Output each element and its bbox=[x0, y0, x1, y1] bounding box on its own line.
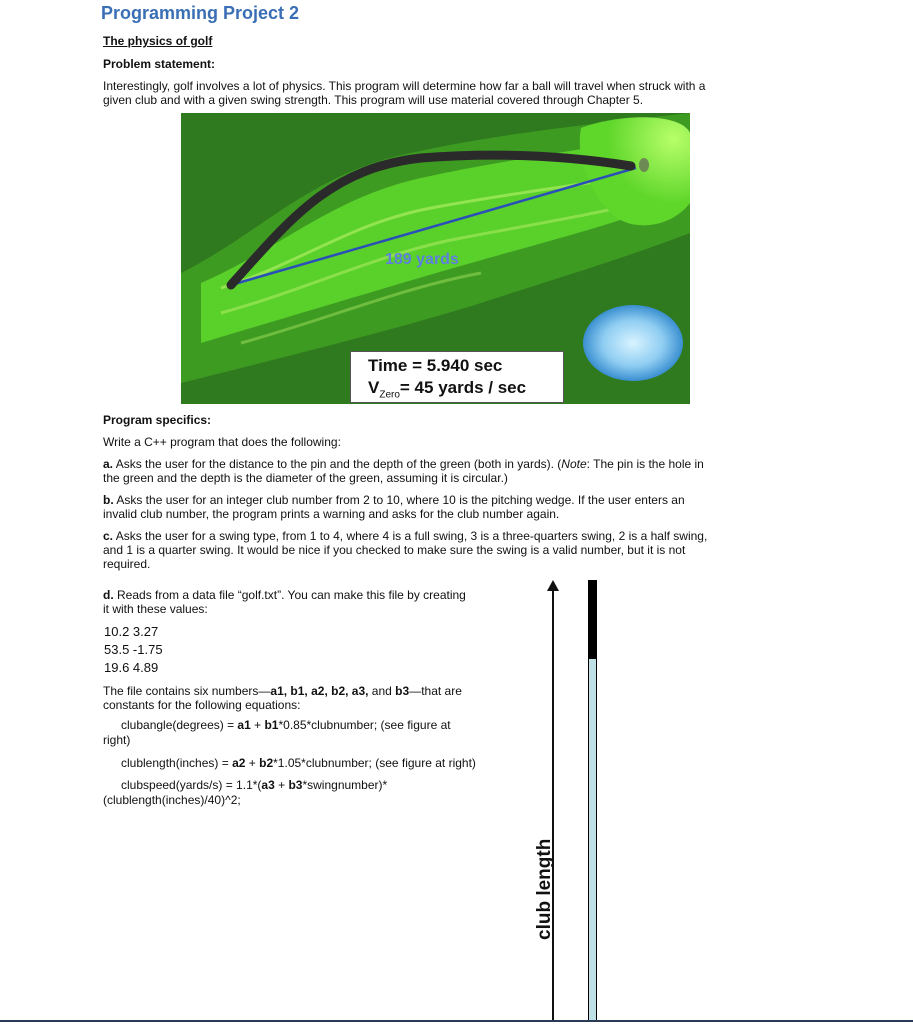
problem-heading: Problem statement: bbox=[103, 57, 216, 71]
data-file-values bbox=[104, 623, 163, 677]
page-title: Programming Project 2 bbox=[101, 3, 300, 23]
club-length-label: club length bbox=[534, 838, 555, 940]
problem-line-2: given club and with a given swing strength. This program will use material covered through Chapter 5. bbox=[103, 93, 644, 107]
item-b: b. Asks the user for an integer club number from 2 to 10, where 10 is the pitching wedge. If the user enters an invalid club number, the program prints a warning and asks for the club number again. bbox=[103, 493, 685, 521]
equation-club-speed: clubspeed(yards/s) = 1.1*(a3 + b3*swingnumber)* (clublength(inches)/40)^2; bbox=[103, 778, 388, 807]
section-subtitle: The physics of golf bbox=[103, 34, 213, 48]
problem-text bbox=[103, 79, 783, 107]
equation-club-angle: clubangle(degrees) = a1 + b1*0.85*clubnumber; (see figure at right) bbox=[103, 718, 451, 747]
data-line: 53.5 -1.75 bbox=[104, 642, 163, 657]
data-line: 19.6 4.89 bbox=[104, 660, 159, 675]
item-a: a. Asks the user for the distance to the pin and the depth of the green (both in yards). (Note: The pin is the hole in the green and the depth is the diameter of the green, assuming it is circular.) bbox=[103, 457, 704, 485]
specifics-intro: Write a C++ program that does the following: bbox=[103, 435, 341, 449]
flight-info-box bbox=[350, 351, 564, 403]
distance-label: 189 yards bbox=[385, 251, 459, 268]
problem-line-1: Interestingly, golf involves a lot of physics. This program will determine how far a ball will travel when struck with a bbox=[103, 79, 706, 93]
item-d: d. Reads from a data file “golf.txt”. You can make this file by creating it with these values: bbox=[103, 588, 466, 616]
item-c: c. Asks the user for a swing type, from 1 to 4, where 4 is a full swing, 3 is a three-quarters swing, 2 is a half swing, and 1 is a quarter swing. It would be nice if you checked to make sure the swing is a valid number, but it is not required. bbox=[103, 529, 708, 571]
page-bottom-rule bbox=[0, 1020, 913, 1022]
club-shaft bbox=[588, 659, 597, 1020]
specifics-heading: Program specifics: bbox=[103, 413, 212, 427]
length-arrow bbox=[552, 590, 554, 1020]
equation-club-length: clublength(inches) = a2 + b2*1.05*clubnumber; (see figure at right) bbox=[121, 756, 476, 770]
pin-hole bbox=[639, 158, 649, 172]
club-grip bbox=[588, 580, 597, 659]
time-label: Time = 5.940 sec bbox=[368, 356, 503, 375]
sand-trap bbox=[583, 305, 683, 381]
data-line: 10.2 3.27 bbox=[104, 624, 159, 639]
velocity-label: $V_{Zero}= 45$ yards / sec bbox=[368, 378, 527, 401]
file-description: The file contains six numbers—a1, b1, a2, b2, a3, and b3—that are constants for the following equations: bbox=[103, 684, 462, 712]
